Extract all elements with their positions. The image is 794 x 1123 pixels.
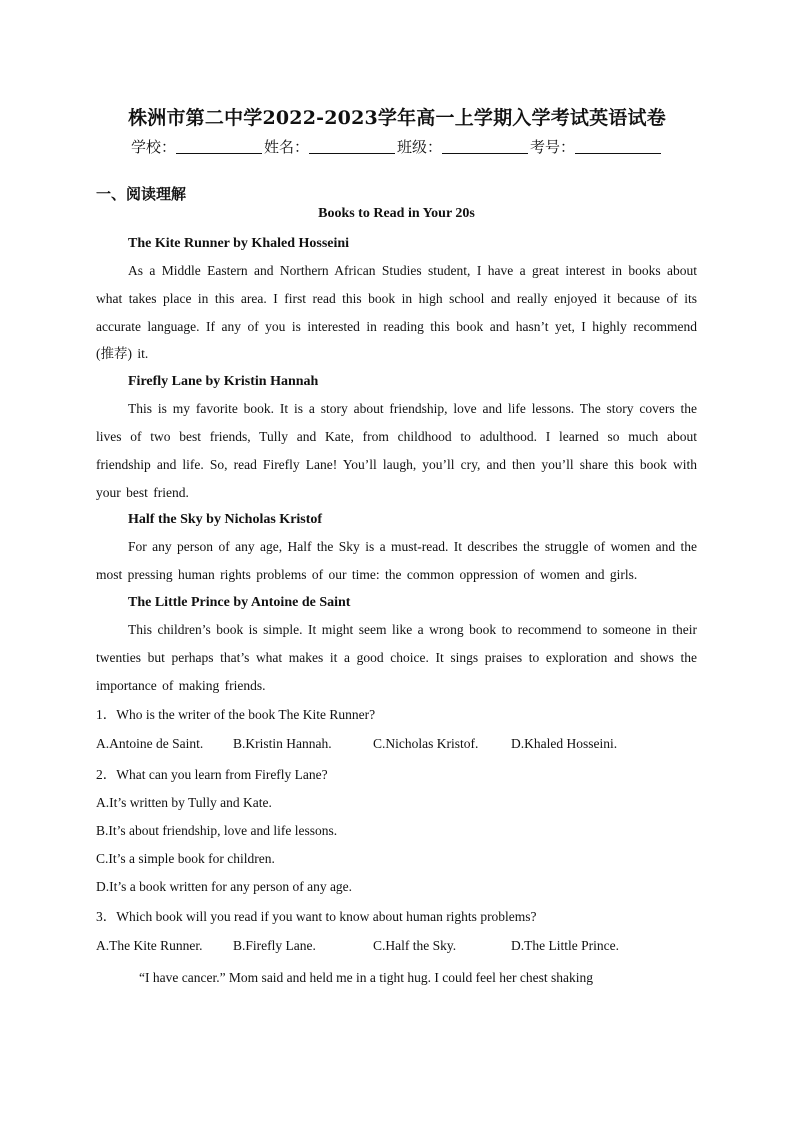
option-d: D.Khaled Hosseini. (511, 736, 618, 752)
book-review-text: This children’s book is simple. It might seem like a wrong book to recommend to someone in their twenties but perhaps that’s what makes it a good choice. It sings praises to exploration and shows the importance of making friends. (96, 621, 697, 693)
option-a: A.The Kite Runner. (96, 938, 203, 954)
book-heading: The Little Prince by Antoine de Saint (128, 594, 351, 610)
option-d: D.It’s a book written for any person of any age. (96, 879, 353, 895)
school-field[interactable] (176, 139, 262, 154)
name-field[interactable] (309, 139, 395, 154)
section-title: 一、阅读理解 (96, 185, 187, 203)
question-options (96, 931, 697, 961)
option-b: B.It’s about friendship, love and life lessons. (96, 823, 338, 839)
question-options (96, 729, 697, 759)
book-review-text: This is my favorite book. It is a story about friendship, love and life lessons. The story covers the lives of two best friends, Tully and Kate, from childhood to adulthood. I learned so much about friendship and life. So, read Firefly Lane! You’ll laugh, you’ll cry, and then you’ll share this book with your best friend. (96, 401, 697, 500)
option-b: B.Firefly Lane. (233, 938, 316, 954)
book-heading: Half the Sky by Nicholas Kristof (128, 512, 323, 528)
book-review-text: As a Middle Eastern and Northern African Studies student, I have a great interest in books about what takes place in this area. I first read this book in high school and really enjoyed it because of its accurate language. If any of you is interested in reading this book and hasn’t yet, I highly recommend (推荐) it. (96, 263, 697, 362)
student-info-line (0, 136, 794, 157)
option-b: B.Kristin Hannah. (233, 736, 332, 752)
book-heading: Firefly Lane by Kristin Hannah (128, 374, 319, 390)
question-stem: 3．Which book will you read if you want to know about human rights problems? (96, 909, 537, 925)
question-stem: 1．Who is the writer of the book The Kite Runner? (96, 707, 376, 723)
option-c: C.Half the Sky. (373, 938, 457, 954)
school-label: 学校： (130, 138, 176, 156)
exam-number-field[interactable] (575, 139, 661, 154)
class-label: 班级： (397, 138, 443, 156)
option-c: C.It’s a simple book for children. (96, 851, 275, 867)
reading-content (96, 203, 697, 993)
class-field[interactable] (442, 139, 528, 154)
next-passage-text: “I have cancer.” Mom said and held me in a tight hug. I could feel her chest shaking (139, 970, 593, 986)
option-a: A.It’s written by Tully and Kate. (96, 795, 272, 811)
option-c: C.Nicholas Kristof. (373, 736, 479, 752)
exam-number-label: 考号： (530, 138, 576, 156)
book-heading: The Kite Runner by Khaled Hosseini (128, 236, 350, 251)
passage-title: Books to Read in Your 20s (318, 206, 475, 221)
name-label: 姓名： (263, 138, 309, 156)
option-a: A.Antoine de Saint. (96, 736, 204, 752)
book-review-text: For any person of any age, Half the Sky is a must-read. It describes the struggle of women and the most pressing human rights problems of our time: the common oppression of women and girls. (96, 539, 697, 583)
option-d: D.The Little Prince. (511, 938, 619, 954)
exam-title: 株洲市第二中学2022-2023学年高一上学期入学考试英语试卷 (128, 107, 666, 129)
question-stem: 2．What can you learn from Firefly Lane? (96, 767, 328, 783)
